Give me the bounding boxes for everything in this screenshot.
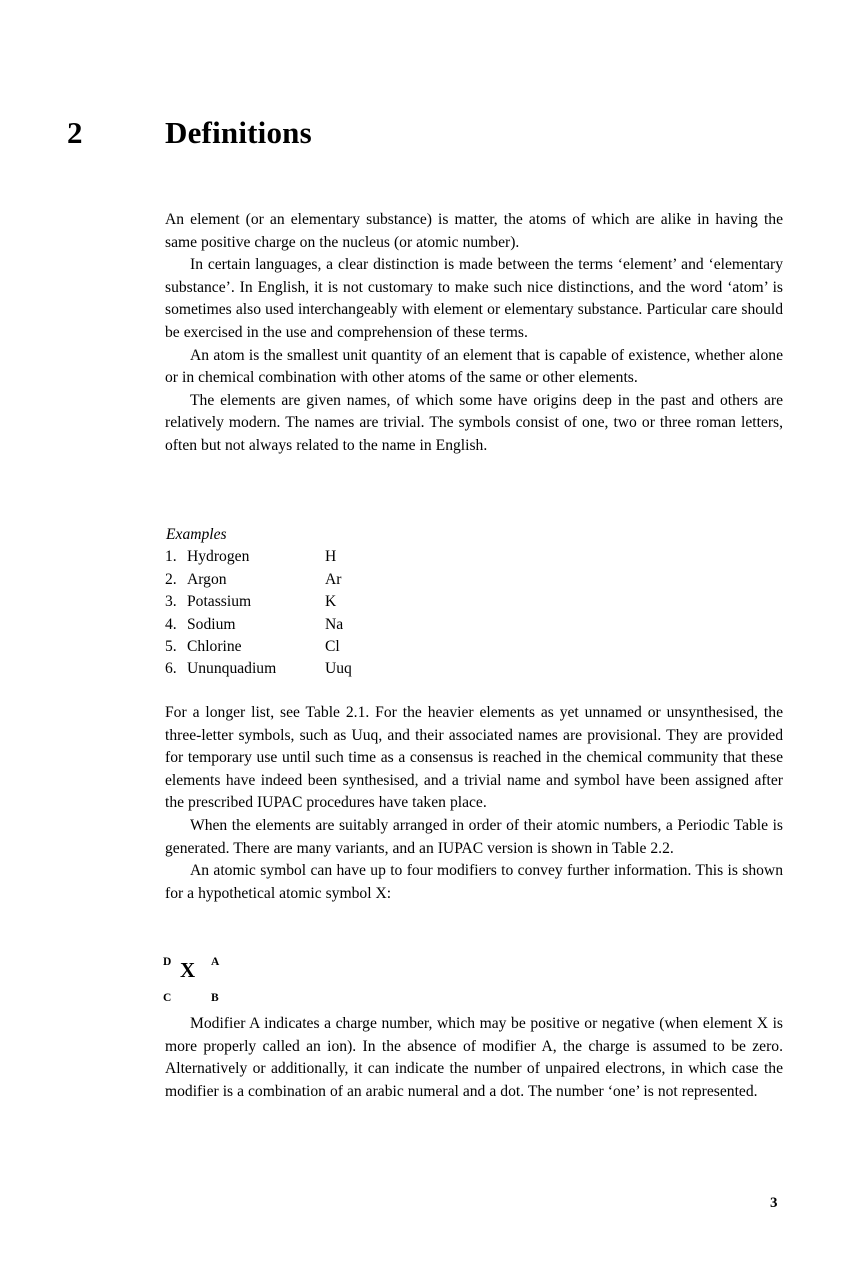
atomic-symbol-modifier-figure	[163, 950, 253, 1006]
modifier-d: D	[163, 956, 172, 968]
chapter-number: 2	[67, 115, 83, 150]
list-item-symbol: Cl	[325, 637, 340, 655]
modifier-c: C	[163, 992, 172, 1004]
list-item	[165, 569, 565, 591]
paragraph: An atomic symbol can have up to four modifiers to convey further information. This is shown for a hypothetical atomic symbol X:	[165, 862, 783, 902]
list-item-name: Chlorine	[187, 637, 242, 655]
body-section-bottom	[165, 1013, 783, 1103]
paragraph: In certain languages, a clear distinction is made between the terms ‘element’ and ‘elementary substance’. In English, it is not customary to make such nice distinctions, and the word ‘atom’ is sometimes also used interchangeably with element or elementary substance. Particular care should be exercised in the use and comprehension of these terms.	[165, 256, 783, 341]
list-item	[165, 636, 565, 658]
body-section-middle	[165, 702, 783, 905]
modifier-a: A	[211, 956, 220, 968]
list-item-name: Sodium	[187, 615, 236, 633]
list-item-symbol: Ar	[325, 570, 342, 588]
paragraph: The elements are given names, of which some have origins deep in the past and others are relatively modern. The names are trivial. The symbols consist of one, two or three roman letters, often but not always related to the name in English.	[165, 391, 783, 454]
body-section-top	[165, 209, 783, 458]
modifier-b: B	[211, 992, 219, 1004]
list-item-number: 2.	[165, 570, 177, 588]
list-item-symbol: H	[325, 548, 337, 566]
list-item-number: 4.	[165, 615, 177, 633]
list-item	[165, 614, 565, 636]
page-number: 3	[770, 1195, 778, 1211]
list-item	[165, 546, 565, 568]
paragraph: For a longer list, see Table 2.1. For the heavier elements as yet unnamed or unsynthesised, the three-letter symbols, such as Uuq, and their associated names are provisional. They are provided for temporary use until such time as a consensus is reached in the chemical community that these elements have indeed been synthesised, and a trivial name and symbol have been assigned after the prescribed IUPAC procedures have taken place.	[165, 704, 783, 812]
list-item-number: 6.	[165, 660, 177, 678]
list-item-name: Potassium	[187, 593, 252, 611]
atomic-symbol-x: X	[180, 958, 196, 982]
list-item-symbol: K	[325, 593, 337, 611]
paragraph: An atom is the smallest unit quantity of an element that is capable of existence, whether alone or in chemical combination with other atoms of the same or other elements.	[165, 346, 783, 387]
list-item	[165, 591, 565, 613]
list-item-number: 1.	[165, 548, 177, 566]
list-item-name: Hydrogen	[187, 548, 250, 566]
paragraph: Modifier A indicates a charge number, which may be positive or negative (when element X is more properly called an ion). In the absence of modifier A, the charge is assumed to be zero. Alternatively or additionally, it can indicate the number of unpaired electrons, in which case the modifier is a combination of an arabic numeral and a dot. The number ‘one’ is not represented.	[165, 1015, 783, 1100]
paragraph: When the elements are suitably arranged in order of their atomic numbers, a Periodic Table is generated. There are many variants, and an IUPAC version is shown in Table 2.2.	[165, 816, 783, 857]
paragraph: An element (or an elementary substance) is matter, the atoms of which are alike in having the same positive charge on the nucleus (or atomic number).	[165, 211, 783, 251]
list-item-name: Ununquadium	[187, 660, 277, 678]
chapter-title: Definitions	[165, 115, 312, 150]
chapter-heading	[67, 111, 787, 157]
list-item-name: Argon	[187, 570, 227, 588]
list-item	[165, 658, 565, 680]
list-item-symbol: Na	[325, 615, 344, 633]
list-item-number: 5.	[165, 637, 177, 655]
list-item-symbol: Uuq	[325, 660, 352, 678]
list-item-number: 3.	[165, 593, 177, 611]
examples-list	[165, 524, 565, 681]
examples-label: Examples	[166, 526, 227, 543]
